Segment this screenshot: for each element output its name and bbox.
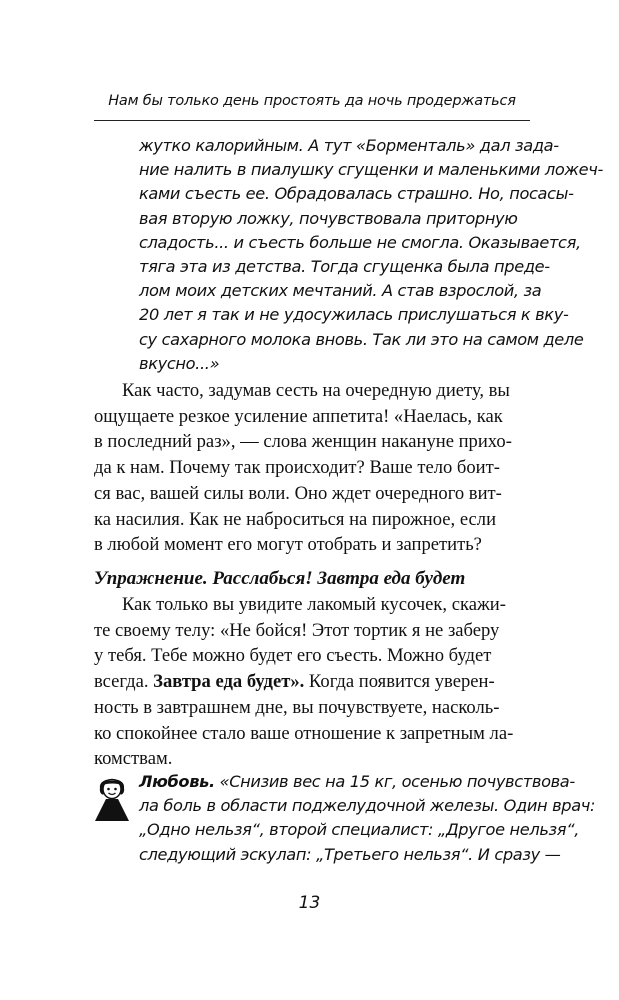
page-number: 13 xyxy=(298,893,321,913)
woman-avatar-icon xyxy=(92,770,132,822)
header-rule xyxy=(94,120,530,121)
text-line: вая вторую ложку, почувствовала приторную xyxy=(139,208,518,228)
text-segment: «Снизив вес на 15 кг, осенью почувствова- xyxy=(214,772,575,791)
text-line: следующий эскулап: „Третьего нельзя“. И сразу — xyxy=(139,844,561,864)
text-line: ко спокойнее стало ваше отношение к запретным ла- xyxy=(94,722,514,744)
text-line: ние налить в пиалушку сгущенки и маленькими ложеч- xyxy=(139,160,603,180)
text-line: вкусно...» xyxy=(139,353,220,373)
text-line: жутко калорийным. А тут «Борменталь» дал зада- xyxy=(139,136,559,155)
bold-phrase: Завтра еда будет». xyxy=(153,671,305,693)
text-line: в последний раз», — слова женщин накануне прихо- xyxy=(94,431,512,453)
running-header: Нам бы только день простоять да ночь продержаться xyxy=(108,93,516,109)
text-line: ность в завтрашнем дне, вы почувствуете, насколь- xyxy=(94,696,500,718)
quote-block-2 xyxy=(139,770,596,867)
text-line: су сахарного молока вновь. Так ли это на самом деле xyxy=(139,329,584,349)
text-line: Как только вы увидите лакомый кусочек, скажи- xyxy=(122,594,506,615)
text-line: „Одно нельзя“, второй специалист: „Другое нельзя“, xyxy=(139,820,580,840)
text-line: ками съесть ее. Обрадовалась страшно. Но, посасы- xyxy=(139,184,574,204)
exercise-heading: Упражнение. Расслабься! Завтра еда будет xyxy=(94,568,466,589)
text-line: у тебя. Тебе можно будет его съесть. Можно будет xyxy=(94,645,492,667)
text-line: Как часто, задумав сесть на очередную диету, вы xyxy=(122,380,510,401)
text-line: ся вас, вашей силы воли. Оно ждет очередного вит- xyxy=(94,482,502,504)
text-line xyxy=(94,669,534,695)
speaker-name: Любовь. xyxy=(139,772,215,791)
text-line: ла боль в области поджелудочной железы. Один врач: xyxy=(139,796,596,816)
exercise-paragraph xyxy=(94,592,534,772)
text-line: ощущаете резкое усиление аппетита! «Наелась, как xyxy=(94,405,503,427)
text-line: тяга эта из детства. Тогда сгущенка была преде- xyxy=(139,257,550,277)
quote-block-1 xyxy=(139,134,603,376)
text-line: ка насилия. Как не наброситься на пирожное, если xyxy=(94,508,497,530)
text-line xyxy=(139,770,575,794)
text-line: те своему телу: «Не бойся! Этот тортик я не заберу xyxy=(94,619,500,641)
text-segment: Когда появится уверен- xyxy=(304,671,495,693)
body-paragraph-1 xyxy=(94,378,534,558)
text-line: комствам. xyxy=(94,748,173,770)
text-line: да к нам. Почему так происходит? Ваше тело боит- xyxy=(94,457,500,479)
text-segment: всегда. xyxy=(94,671,154,693)
text-line: лом моих детских мечтаний. А став взрослой, за xyxy=(139,281,542,301)
text-line: сладость... и съесть больше не смогла. Оказывается, xyxy=(139,232,581,252)
text-line: в любой момент его могут отобрать и запретить? xyxy=(94,534,482,556)
text-line: 20 лет я так и не удосужилась прислушаться к вку- xyxy=(139,305,569,325)
